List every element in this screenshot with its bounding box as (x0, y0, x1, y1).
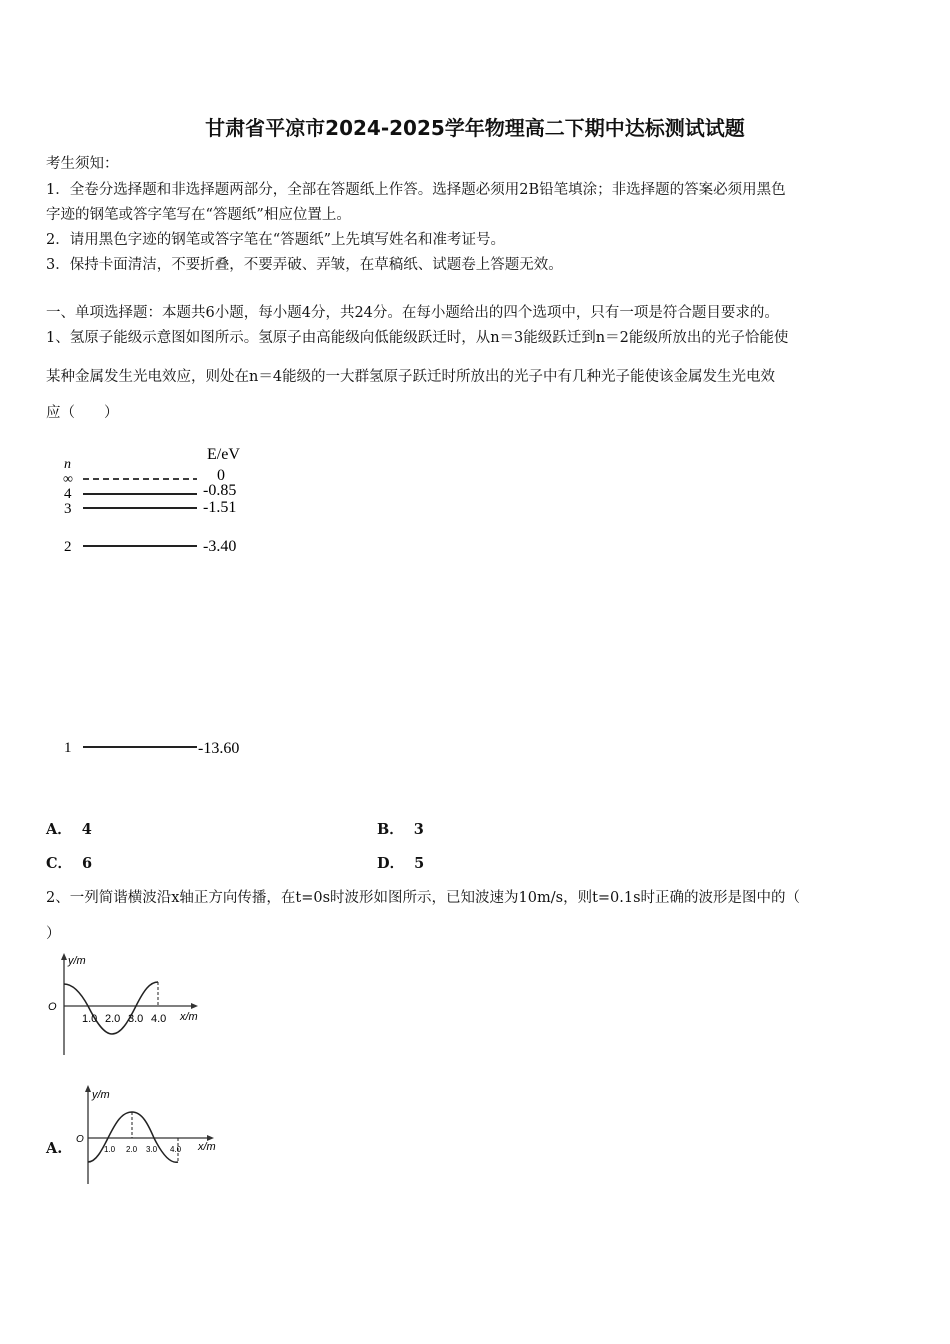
opt-a-curve (88, 1112, 178, 1162)
q1-option-d[interactable] (377, 852, 424, 873)
level-n-3: 3 (64, 501, 72, 517)
wave-origin: O (48, 1001, 57, 1013)
level-n-inf: ∞ (63, 472, 73, 487)
level-n-2: 2 (64, 539, 72, 555)
level-e-2: -3.40 (203, 538, 237, 555)
wave-x-label: x/m (180, 1011, 198, 1023)
diagram-e-label: E/eV (207, 446, 240, 463)
section-heading: 一、单项选择题：本题共6小题，每小题4分，共24分。在每小题给出的四个选项中，只有一项是符合题目要求的。 (46, 305, 779, 321)
q2-option-a-letter[interactable]: A. (46, 1140, 63, 1157)
notice-line-1: 1．全卷分选择题和非选择题两部分，全部在答题纸上作答。选择题必须用2B铅笔填涂；非选择题的答案必须用黑色 (46, 182, 786, 198)
q2-option-a-graph[interactable] (70, 1082, 230, 1188)
notice-heading: 考生须知： (46, 156, 119, 172)
q1-text-line-2: 某种金属发生光电效应，则处在n＝4能级的一大群氢原子跃迁时所放出的光子中有几种光子能使该金属发生光电效 (46, 369, 776, 385)
level-e-4: -0.85 (203, 482, 237, 499)
q1-text-line-1: 1、氢原子能级示意图如图所示。氢原子由高能级向低能级跃迁时，从n＝3能级跃迁到n＝2能级所放出的光子恰能使 (46, 330, 789, 346)
opt-a-tick-2: 2.0 (126, 1145, 138, 1154)
wave-curve (64, 982, 158, 1034)
q1-option-c[interactable] (46, 852, 92, 873)
notice-line-1-cont: 字迹的钢笔或答字笔写在“答题纸”相应位置上。 (46, 207, 351, 223)
diagram-n-label: n (64, 457, 71, 472)
option-d-letter: D． (377, 855, 405, 872)
wave-x-arrow (191, 1003, 198, 1009)
wave-y-arrow (61, 953, 67, 960)
q2-text-line-1: 2、一列简谐横波沿x轴正方向传播，在t=0s时波形如图所示，已知波速为10m/s，则t=0.1s时正确的波形是图中的（ (46, 890, 801, 906)
option-b-letter: B． (377, 821, 404, 838)
level-e-inf: 0 (217, 467, 225, 484)
notice-line-3: 3．保持卡面清洁，不要折叠，不要弄破、弄皱，在草稿纸、试题卷上答题无效。 (46, 257, 563, 273)
q1-text-line-3: 应（ ） (46, 405, 119, 421)
wave-tick-4: 4.0 (151, 1013, 167, 1025)
opt-a-x-label: x/m (198, 1141, 216, 1153)
wave-tick-1: 1.0 (82, 1013, 98, 1025)
opt-a-tick-3: 3.0 (146, 1145, 158, 1154)
q1-option-b[interactable] (377, 818, 424, 839)
opt-a-tick-4: 4.0 (170, 1145, 182, 1154)
wave-y-label: y/m (68, 955, 86, 967)
option-a-value: 4 (81, 821, 92, 838)
wave-tick-2: 2.0 (105, 1013, 121, 1025)
option-b-value: 3 (413, 821, 424, 838)
opt-a-origin: O (76, 1134, 84, 1145)
option-c-value: 6 (82, 855, 93, 872)
level-e-1: -13.60 (198, 740, 240, 757)
notice-line-2: 2．请用黑色字迹的钢笔或答字笔在“答题纸”上先填写姓名和准考证号。 (46, 232, 506, 248)
level-e-3: -1.51 (203, 499, 237, 516)
energy-level-diagram (55, 440, 265, 765)
opt-a-y-arrow (85, 1085, 91, 1092)
wave-tick-3: 3.0 (128, 1013, 144, 1025)
q2-wave-graph (44, 950, 214, 1060)
option-c-letter: C． (46, 855, 73, 872)
level-n-1: 1 (64, 740, 72, 756)
opt-a-y-label: y/m (92, 1089, 110, 1101)
level-n-4: 4 (64, 486, 72, 502)
option-a-letter: A． (46, 821, 72, 838)
q1-option-a[interactable] (46, 818, 92, 839)
option-d-value: 5 (414, 855, 425, 872)
opt-a-tick-1: 1.0 (104, 1145, 116, 1154)
q2-text-line-2: ） (46, 926, 61, 942)
page-title: 甘肃省平凉市2024-2025学年物理高二下期中达标测试试题 (205, 116, 745, 140)
